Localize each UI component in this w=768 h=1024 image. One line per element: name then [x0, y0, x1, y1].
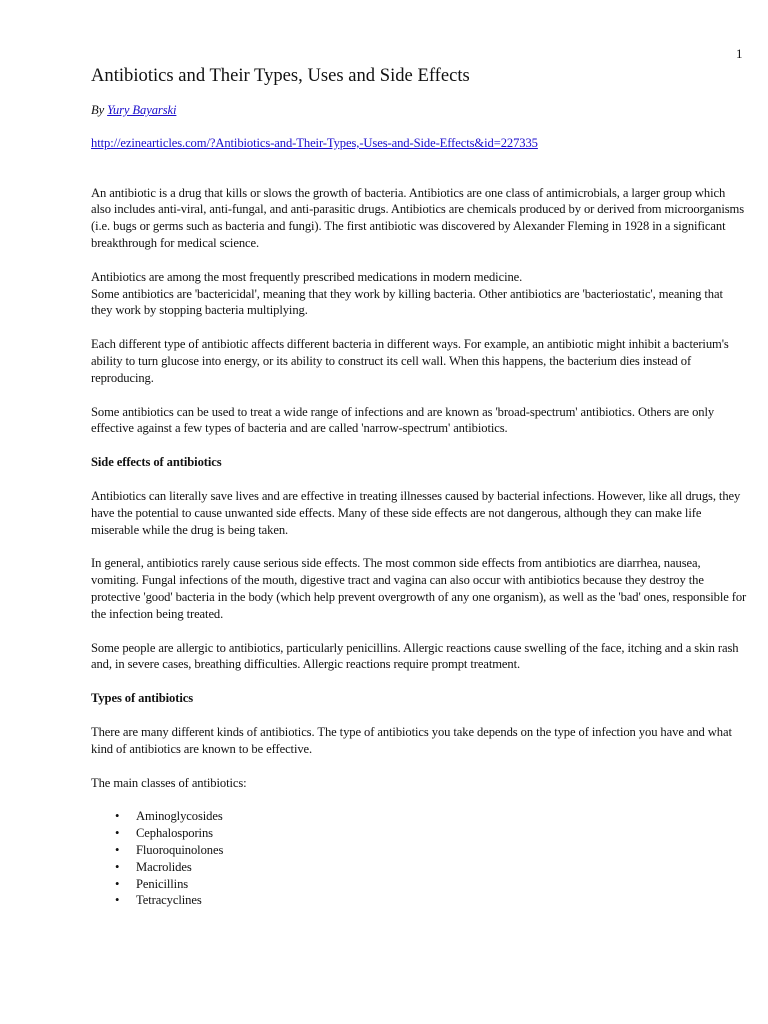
paragraph-prescribed [91, 269, 747, 319]
list-item: • Penicillins [91, 876, 747, 893]
heading-side-effects: Side effects of antibiotics [91, 455, 222, 470]
paragraph-side-effects-intro: Antibiotics can literally save lives and are effective in treating illnesses caused by bacterial infections. However, like all drugs, they have the potential to cause unwanted side effects. Many of these side effects are not dangerous, although they can make life miserable while the drug is being taken. [91, 488, 741, 537]
paragraph-main-classes: The main classes of antibiotics: [91, 775, 247, 790]
byline [91, 102, 747, 119]
paragraph-prescribed-line2: Some antibiotics are 'bactericidal', meaning that they work by killing bacteria. Other antibiotics are 'bacteriostatic', meaning that they work by stopping bacteria multiplying. [91, 286, 723, 318]
list-item: • Fluoroquinolones [91, 842, 747, 859]
paragraph-spectrum: Some antibiotics can be used to treat a wide range of infections and are known as 'broad-spectrum' antibiotics. Others are only effective against a few types of bacteria and are called 'narrow-spectrum' antibiotics. [91, 404, 715, 436]
article-body [91, 64, 747, 909]
paragraph-intro: An antibiotic is a drug that kills or slows the growth of bacteria. Antibiotics are one class of antimicrobials, a larger group which also includes anti-viral, anti-fungal, and anti-parasitic drugs. Antibiotics are chemicals produced by or derived from microorganisms (i.e. bugs or germs such as bacteria and fungi). The first antibiotic was discovered by Alexander Fleming in 1928 in a significant breakthrough for medical science. [91, 185, 745, 250]
paragraph-types-intro: There are many different kinds of antibiotics. The type of antibiotics you take depends on the type of infection you have and what kind of antibiotics are known to be effective. [91, 724, 732, 756]
source-url [91, 135, 747, 152]
article-title: Antibiotics and Their Types, Uses and Side Effects [91, 65, 470, 86]
antibiotic-classes-list [91, 808, 747, 909]
page-number: 1 [736, 46, 743, 61]
list-item: • Macrolides [91, 859, 747, 876]
paragraph-allergies: Some people are allergic to antibiotics, particularly penicillins. Allergic reactions cause swelling of the face, itching and a skin rash and, in severe cases, breathing difficulties. Allergic reactions require prompt treatment. [91, 640, 739, 672]
byline-prefix: By [91, 103, 108, 117]
paragraph-mechanism: Each different type of antibiotic affects different bacteria in different ways. For example, an antibiotic might inhibit a bacterium's ability to turn glucose into energy, or its ability to construct its cell wall. When this happens, the bacterium dies instead of reproducing. [91, 337, 729, 385]
paragraph-prescribed-line1: Antibiotics are among the most frequently prescribed medications in modern medicine. [91, 269, 523, 284]
list-item: • Cephalosporins [91, 825, 747, 842]
list-item: • Tetracyclines [91, 892, 747, 909]
list-item: • Aminoglycosides [91, 808, 747, 825]
source-url-link[interactable]: http://ezinearticles.com/?Antibiotics-and-Their-Types,-Uses-and-Side-Effects&id=227335 [91, 135, 538, 150]
paragraph-common-side-effects: In general, antibiotics rarely cause serious side effects. The most common side effects from antibiotics are diarrhea, nausea, vomiting. Fungal infections of the mouth, digestive tract and vagina can also occur with antibiotics because they destroy the protective 'good' bacteria in the body (which help prevent overgrowth of any one organism), as well as the 'bad' ones, responsible for the infection being treated. [91, 556, 747, 621]
heading-types: Types of antibiotics [91, 691, 194, 706]
author-link[interactable]: Yury Bayarski [107, 103, 177, 117]
